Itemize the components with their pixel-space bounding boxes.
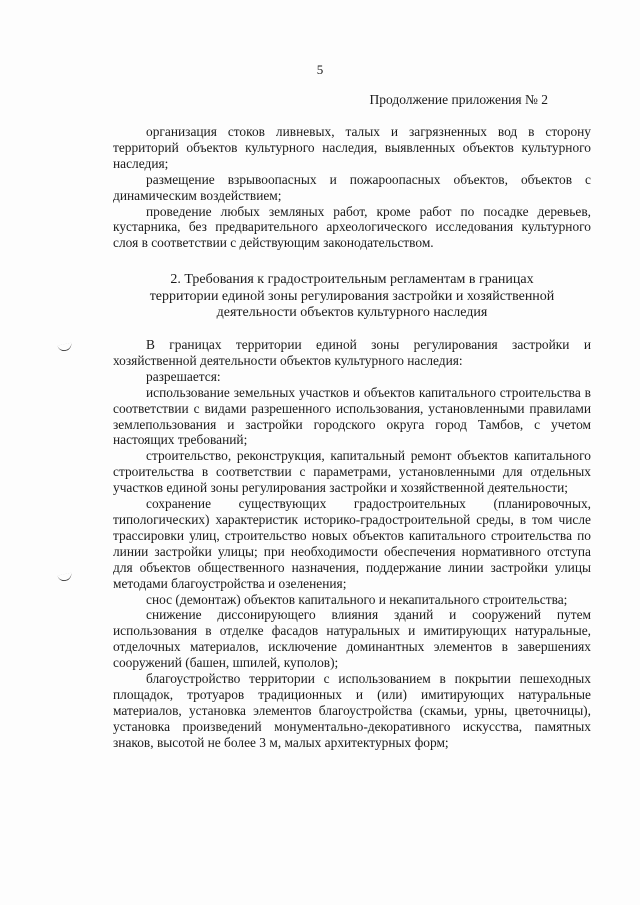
paragraph: использование земельных участков и объектов капитального строительства в соответствии с видами разрешенного использования, установленными правилами землепользования и застройки городского округа город Тамбов, с учетом настоящих требований; (113, 384, 591, 448)
paragraph: проведение любых земляных работ, кроме работ по посадке деревьев, кустарника, без предварительного археологического исследования культурного слоя в соответствии с действующим законодательством. (113, 203, 591, 251)
paragraph: организация стоков ливневых, талых и загрязненных вод в сторону территорий объектов культурного наследия, выявленных объектов культурного наследия; (113, 124, 591, 171)
section-heading (113, 272, 591, 322)
section-heading-line: территории единой зоны регулирования застройки и хозяйственной (149, 288, 555, 304)
paragraph: снижение диссонирующего влияния зданий и сооружений путем использования в отделке фасадов натуральных и имитирующих натуральные, отделочных материалов, исключение доминантных элементов в завершениях сооружений (башен, шпилей, куполов); (113, 607, 591, 671)
section-heading-line: деятельности объектов культурного наследия (216, 305, 488, 320)
page-number: 5 (316, 62, 324, 77)
paragraph: строительство, реконструкция, капитальный ремонт объектов капитального строительства в соответствии с параметрами, установленными для отдельных участков единой зоны регулирования застройки и хозяйственной деятельности; (113, 448, 591, 496)
permitted-activities-list (113, 337, 591, 751)
paragraph: благоустройство территории с использованием в покрытии пешеходных площадок, тротуаров традиционных и (или) имитирующих натуральные материалов, установка элементов благоустройства (скамьи, урны, цветочницы), установка произведений монументально-декоративного искусства, памятных знаков, высотой не более 3 м, малых архитектурных форм; (113, 671, 591, 750)
paragraph: разрешается: (146, 368, 221, 384)
binding-hole-mark (57, 343, 72, 353)
paragraph: размещение взрывоопасных и пожароопасных объектов, объектов с динамическим воздействием; (113, 171, 591, 203)
section-heading-line: 2. Требования к градостроительным регламентам в границах (170, 272, 534, 287)
paragraph: сохранение существующих градостроительных (планировочных, типологических) характеристик историко-градостроительной среды, в том числе трассировки улиц, строительство новых объектов капитального строительства по линии застройки улицы; при необходимости обеспечения нормативного отступа для объектов общественного назначения, поддержание линии застройки улицы методами благоустройства и озеленения; (113, 496, 591, 591)
appendix-continuation-label: Продолжение приложения № 2 (369, 92, 548, 107)
paragraph: снос (демонтаж) объектов капитального и некапитального строительства; (146, 591, 568, 607)
binding-hole-mark (57, 573, 72, 583)
restrictions-list (113, 124, 591, 251)
paragraph: В границах территории единой зоны регулирования застройки и хозяйственной деятельности объектов культурного наследия: (113, 337, 591, 368)
